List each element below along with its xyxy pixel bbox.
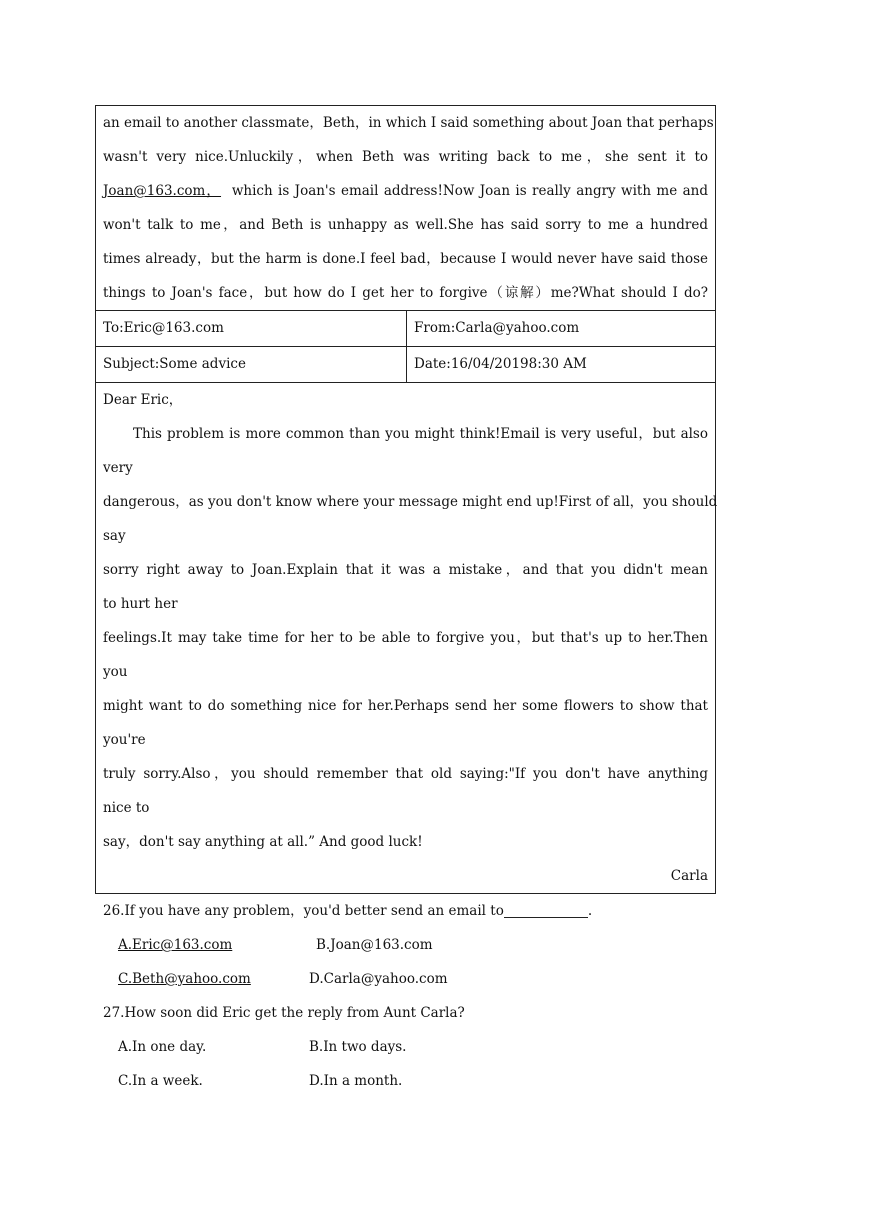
email-table: [95, 105, 716, 894]
letter-line: won't talk to me，and Beth is unhappy as well.She has said sorry to me a hundred: [103, 217, 708, 233]
reply-line: you're: [103, 732, 146, 748]
subject-field: Subject:Some advice: [96, 347, 407, 382]
reply-line: to hurt her: [103, 596, 178, 612]
letter-line: things to Joan's face，but how do I get her to forgive（谅解）me?What should I do?: [103, 285, 708, 301]
letter-line: times already，but the harm is done.I feel bad，because I would never have said those: [103, 251, 708, 267]
answer-blank: [504, 901, 588, 918]
option-27-b[interactable]: B.In two days.: [309, 1039, 407, 1055]
question-26-options-row-2: [103, 962, 723, 996]
reply-line: truly sorry.Also，you should remember that old saying:"If you don't have anything: [103, 766, 708, 782]
reply-line: say，don't say anything at all.” And good luck!: [103, 834, 423, 850]
header-row-subject: [96, 346, 715, 382]
reply-line: might want to do something nice for her.Perhaps send her some flowers to show that: [103, 698, 708, 714]
letter-line-text: which is Joan's email address!Now Joan is really angry with me and: [231, 183, 708, 199]
reply-line: dangerous，as you don't know where your message might end up!First of all，you should: [103, 494, 718, 510]
question-26-options-row-1: [103, 928, 723, 962]
letter-line: [103, 174, 708, 208]
option-26-b[interactable]: B.Joan@163.com: [316, 937, 433, 953]
option-27-a[interactable]: A.In one day.: [118, 1039, 207, 1055]
questions-section: [103, 894, 723, 1098]
reply-line: nice to: [103, 800, 150, 816]
from-field: From:Carla@yahoo.com: [414, 320, 580, 336]
option-27-c[interactable]: C.In a week.: [118, 1073, 203, 1089]
to-field: To:Eric@163.com: [96, 311, 407, 346]
question-27: 27.How soon did Eric get the reply from Aunt Carla?: [103, 1005, 465, 1021]
option-26-d[interactable]: D.Carla@yahoo.com: [309, 971, 448, 987]
signature: Carla: [670, 868, 708, 884]
underlined-email-address: Joan@163.com，: [103, 183, 222, 199]
date-field: Date:16/04/20198:30 AM: [414, 356, 587, 372]
greeting: Dear Eric，: [103, 392, 183, 408]
option-26-c[interactable]: C.Beth@yahoo.com: [118, 971, 251, 987]
letter-from-eric: [96, 106, 715, 310]
reply-line: This problem is more common than you might think!Email is very useful，but also: [133, 426, 708, 442]
question-26-stem: 26.If you have any problem，you'd better send an email to: [103, 903, 504, 919]
reply-letter: [96, 382, 718, 893]
question-27-options-row-2: [103, 1064, 723, 1098]
question-26: [103, 894, 723, 928]
reply-line: you: [103, 664, 128, 680]
reply-line: say: [103, 528, 126, 544]
question-26-end: .: [587, 903, 593, 919]
reply-line: sorry right away to Joan.Explain that it was a mistake，and that you didn't mean: [103, 562, 708, 578]
reply-line: feelings.It may take time for her to be able to forgive you，but that's up to her.Then: [103, 630, 708, 646]
letter-line: wasn't very nice.Unluckily，when Beth was writing back to me，she sent it to: [103, 149, 708, 165]
question-27-options-row-1: [103, 1030, 723, 1064]
option-26-a[interactable]: A.Eric@163.com: [118, 937, 233, 953]
option-27-d[interactable]: D.In a month.: [309, 1073, 403, 1089]
reply-line: very: [103, 460, 133, 476]
letter-line: an email to another classmate，Beth，in which I said something about Joan that perhaps: [103, 115, 714, 131]
header-row-addresses: [96, 310, 715, 346]
